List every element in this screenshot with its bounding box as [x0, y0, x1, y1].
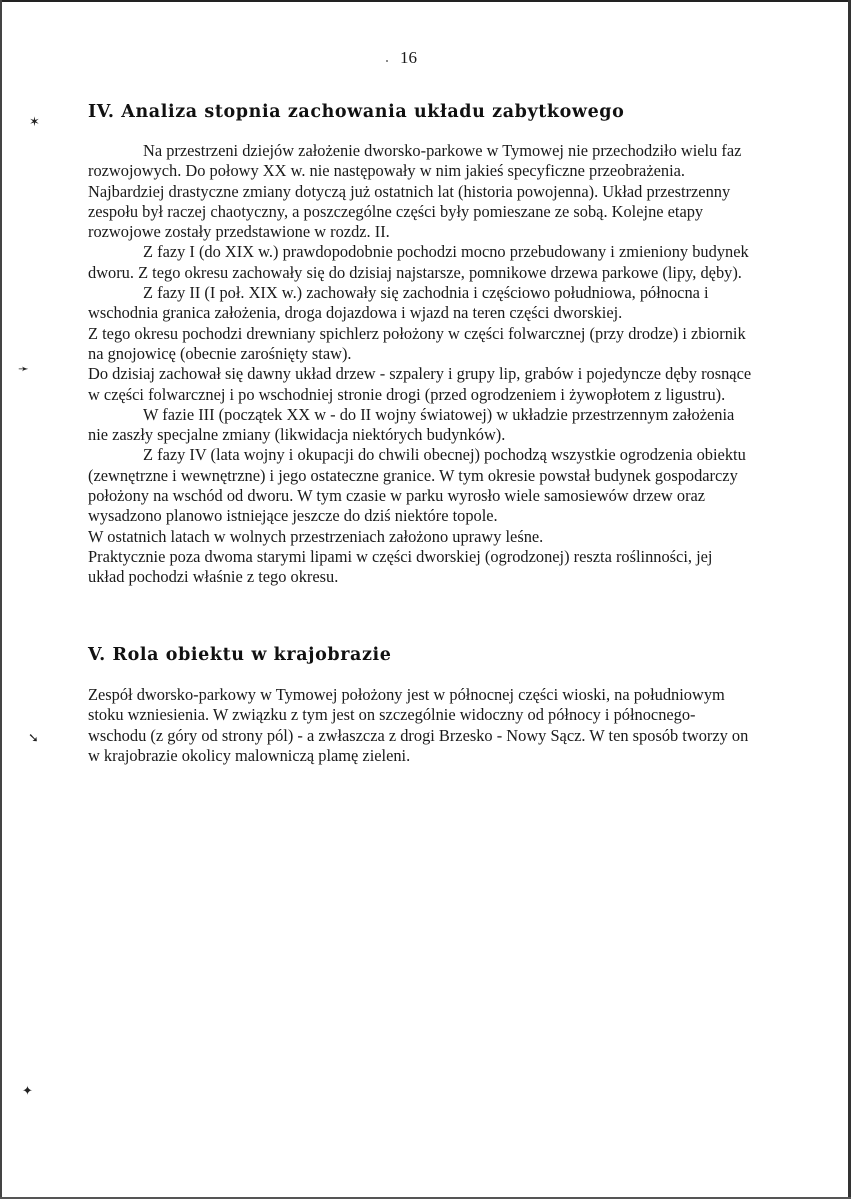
paragraph: Zespół dworsko-parkowy w Tymowej położony jest w północnej części wioski, na południowym stoku wzniesienia. W związku z tym jest on szczególnie widoczny od północy i północnego-wschodu (z góry od strony pól) - a zwłaszcza z drogi Brzesko - Nowy Sącz. W ten sposób tworzy on w krajobrazie okolicy malowniczą plamę zieleni. — [88, 685, 749, 765]
paragraph: W ostatnich latach w wolnych przestrzeniach założono uprawy leśne. — [88, 526, 544, 546]
margin-mark-icon: ✦ — [22, 1083, 33, 1098]
paragraph: Praktycznie poza dwoma starymi lipami w części dworskiej (ogrodzonej) reszta roślinności, jej układ pochodzi właśnie z tego okresu. — [88, 546, 713, 587]
paragraph: Z fazy I (do XIX w.) prawdopodobnie pochodzi mocno przebudowany i zmieniony budynek dworu. Z tego okresu zachowały się do dzisiaj najstarsze, pomnikowe drzewa parkowe (lipy, dęby). — [88, 242, 749, 282]
paragraph: Do dzisiaj zachował się dawny układ drzew - szpalery i grupy lip, grabów i pojedyncze dęby rosnące w części folwarcznej i po wschodniej stronie drogi (przed ogrodzeniem i żywopłotem z ligustru). — [88, 364, 752, 404]
margin-mark-icon: ➛ — [18, 361, 29, 376]
paragraph: Z fazy IV (lata wojny i okupacji do chwili obecnej) pochodzą wszystkie ogrodzenia obiektu (zewnętrzne i wewnętrzne) i jego ostateczne granice. W tym okresie powstał budynek gospodarczy położony na wschód od dworu. W tym czasie w parku wyrosło wiele samosiewów drzew oraz wysadzono planowo istniejące jeszcze do dziś niektóre topole. — [88, 445, 746, 526]
page-number: 16 — [400, 48, 417, 67]
margin-mark-icon: ✶ — [29, 114, 40, 129]
section-5-body — [88, 685, 752, 766]
scan-dot — [386, 60, 388, 62]
paragraph: Z tego okresu pochodzi drewniany spichlerz położony w części folwarcznej (przy drodze) i zbiornik na gnojowicę (obecnie zarośnięty staw). — [88, 323, 746, 363]
paragraph: Z fazy II (I poł. XIX w.) zachowały się zachodnia i częściowo południowa, północna i wschodnia granica założenia, droga dojazdowa i wjazd na teren części dworskiej. — [88, 283, 709, 323]
page-border-top — [0, 0, 851, 2]
section-4-heading: IV. Analiza stopnia zachowania układu zabytkowego — [88, 102, 625, 122]
section-5-heading: V. Rola obiektu w krajobrazie — [88, 645, 392, 665]
margin-mark-icon: ➘ — [28, 730, 39, 745]
page-border-left — [0, 0, 2, 1199]
paragraph: Na przestrzeni dziejów założenie dworsko-parkowe w Tymowej nie przechodziło wielu faz rozwojowych. Do połowy XX w. nie następowały w nim jakieś specyficzne przeobrażenia. Najbardziej drastyczne zmiany dotyczą już ostatnich lat (historia powojenna). Układ przestrzenny zespołu był raczej chaotyczny, a poszczególne części były pomieszane ze sobą. Kolejne etapy rozwojowe zostały przedstawione w rozdz. II. — [88, 141, 742, 242]
paragraph: W fazie III (początek XX w - do II wojny światowej) w układzie przestrzennym założenia nie zaszły specjalne zmiany (likwidacja niektórych budynków). — [88, 404, 735, 445]
section-4-body — [88, 141, 752, 588]
